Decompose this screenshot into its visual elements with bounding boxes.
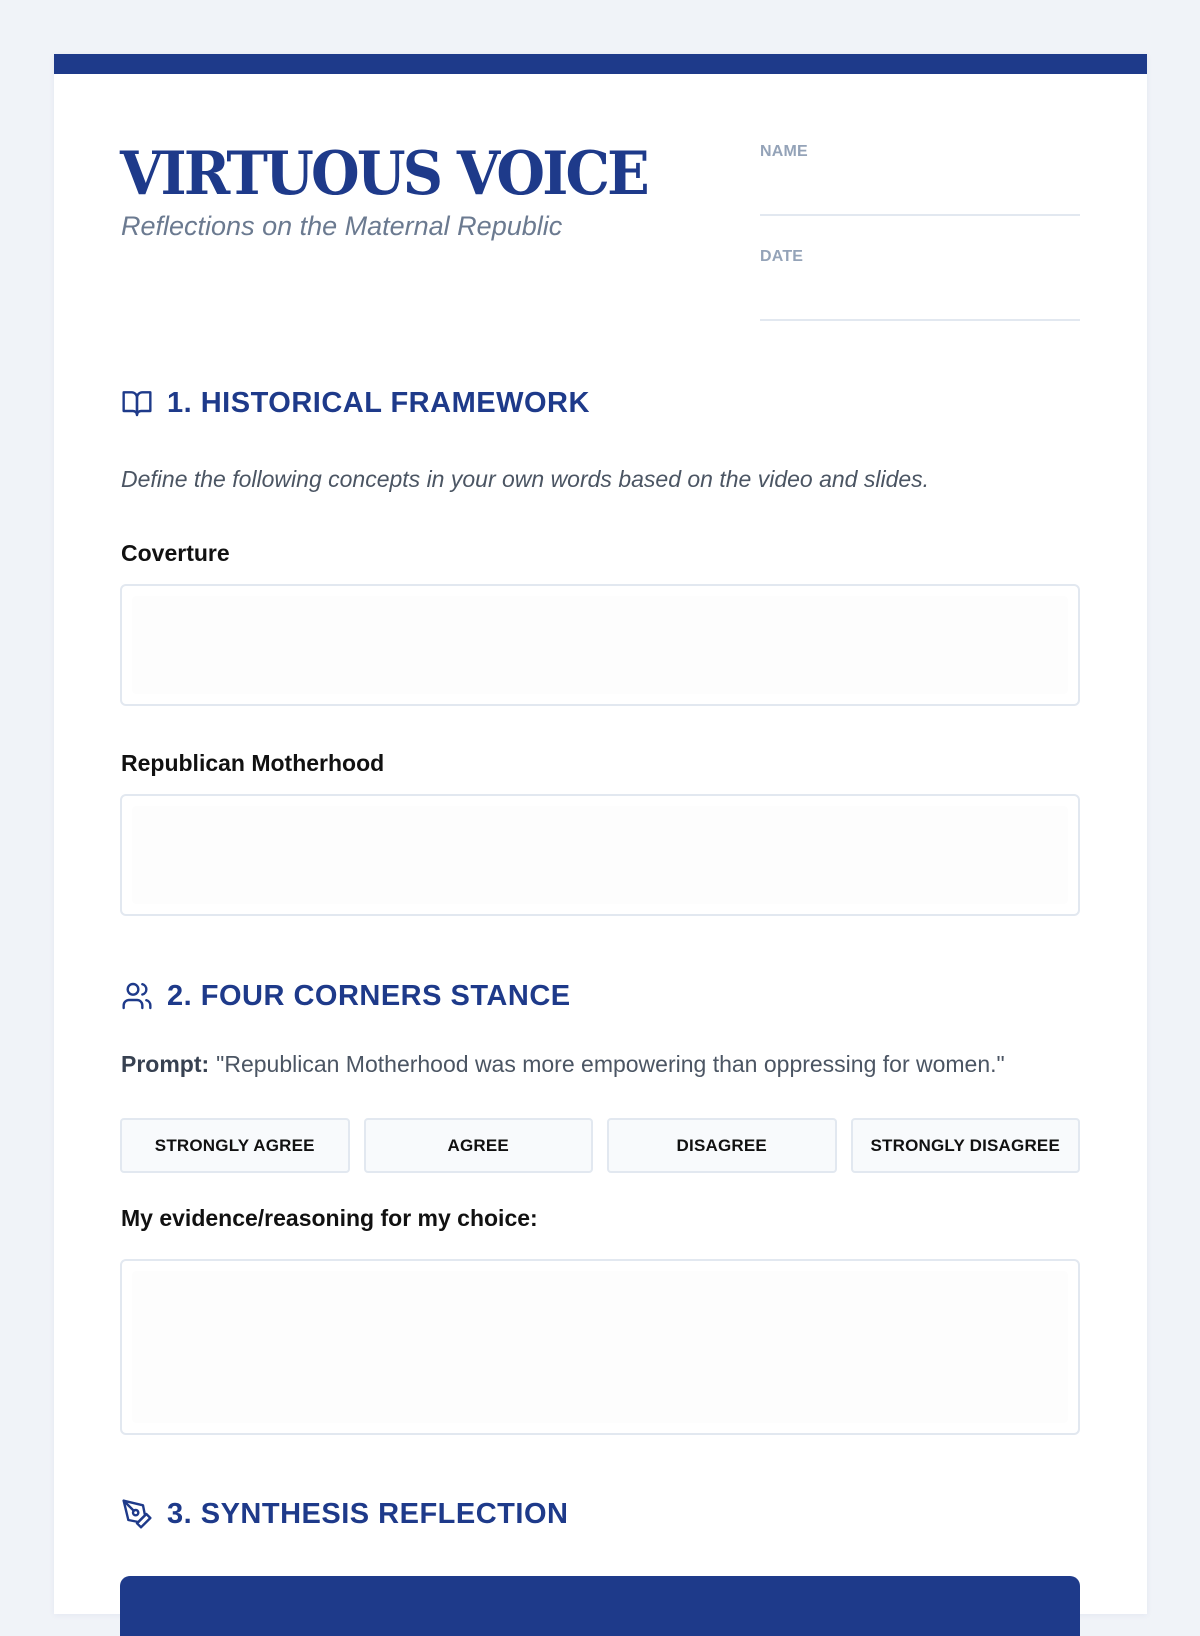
coverture-answer-box (120, 584, 1080, 706)
worksheet-card (54, 54, 1147, 1614)
evidence-textarea[interactable] (132, 1271, 1068, 1423)
prompt-text: "Republican Motherhood was more empowering than oppressing for women." (216, 1051, 1005, 1077)
stance-strongly-disagree-button[interactable]: STRONGLY DISAGREE (851, 1118, 1081, 1173)
republican-motherhood-textarea[interactable] (132, 806, 1068, 904)
users-icon (120, 979, 154, 1013)
section-four-corners-title: 2. FOUR CORNERS STANCE (167, 979, 571, 1012)
stance-prompt (121, 1051, 1005, 1078)
stance-disagree-button[interactable]: DISAGREE (607, 1118, 837, 1173)
republican-motherhood-answer-box (120, 794, 1080, 916)
evidence-answer-box (120, 1259, 1080, 1435)
name-field (760, 132, 1080, 216)
coverture-textarea[interactable] (132, 596, 1068, 694)
date-input[interactable] (760, 279, 1080, 313)
coverture-label: Coverture (121, 540, 230, 566)
synthesis-reflection-panel (120, 1576, 1080, 1636)
worksheet-title: VIRTUOUS VOICE (120, 139, 647, 209)
republican-motherhood-label: Republican Motherhood (121, 750, 385, 776)
section-historical-framework-heading (120, 386, 590, 420)
name-input[interactable] (760, 174, 1080, 208)
stance-strongly-agree-button[interactable]: STRONGLY AGREE (120, 1118, 350, 1173)
section-synthesis-title: 3. SYNTHESIS REFLECTION (167, 1497, 569, 1530)
name-label: NAME (760, 143, 808, 160)
card-top-accent-bar (54, 54, 1147, 74)
section-instructions: Define the following concepts in your own words based on the video and slides. (121, 466, 930, 492)
section-historical-framework-title: 1. HISTORICAL FRAMEWORK (167, 386, 590, 419)
pen-tool-icon (120, 1497, 154, 1531)
date-field (760, 237, 1080, 321)
prompt-label: Prompt: (121, 1051, 210, 1077)
worksheet-subtitle: Reflections on the Maternal Republic (121, 211, 563, 241)
stance-options (120, 1118, 1080, 1173)
evidence-label: My evidence/reasoning for my choice: (121, 1205, 538, 1231)
date-label: DATE (760, 248, 804, 265)
open-book-icon (120, 386, 154, 420)
stance-agree-button[interactable]: AGREE (364, 1118, 594, 1173)
section-synthesis-heading (120, 1497, 568, 1531)
section-four-corners-heading (120, 979, 571, 1013)
